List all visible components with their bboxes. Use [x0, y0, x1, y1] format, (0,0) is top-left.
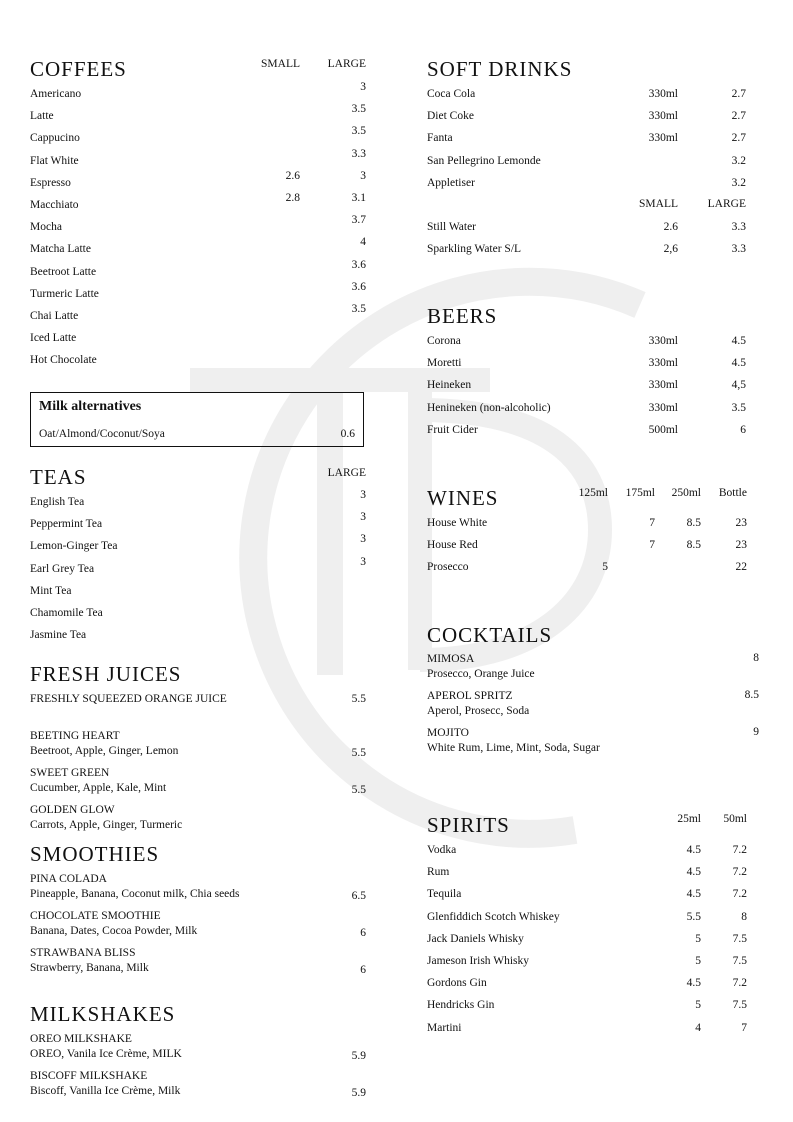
water-item-small-price: 2.6	[663, 221, 678, 233]
water-item-large-price: 3.3	[731, 221, 746, 233]
coffees-col-small: SMALL	[261, 58, 300, 70]
soft-drink-item-price: 2.7	[731, 132, 746, 145]
coffee-item-large-price: 4	[360, 236, 366, 249]
coffees-col-large: LARGE	[327, 58, 366, 70]
soft-drink-item-price: 3.2	[731, 154, 746, 167]
coffee-item-name: Espresso	[30, 176, 71, 189]
smoothie-item-name: STRAWBANA BLISS	[30, 947, 136, 959]
wine-item-250-price: 8.5	[686, 517, 701, 529]
cocktails-heading: COCKTAILS	[427, 623, 553, 647]
beer-item-size: 330ml	[648, 379, 678, 392]
wines-col-175: 175ml	[625, 487, 655, 499]
tea-item-large-price: 3	[360, 555, 366, 568]
soft-drink-item-price: 2.7	[731, 88, 746, 100]
cocktail-item-price: 8	[753, 652, 759, 664]
juice-item-desc: Cucumber, Apple, Kale, Mint	[30, 782, 167, 794]
coffee-item-large-price: 3	[360, 169, 366, 182]
coffee-item-large-price: 3.6	[351, 280, 366, 293]
soft-drinks-heading: SOFT DRINKS	[427, 57, 573, 81]
cocktail-item-price: 8.5	[744, 689, 759, 701]
juice-item-name: FRESHLY SQUEEZED ORANGE JUICE	[30, 693, 227, 705]
fresh-juices-heading: FRESH JUICES	[30, 662, 182, 686]
wine-item-125-price: 5	[602, 561, 608, 574]
juice-item-desc: Carrots, Apple, Ginger, Turmeric	[30, 819, 183, 831]
coffee-item-name: Hot Chocolate	[30, 354, 97, 367]
tea-item-large-price: 3	[360, 511, 366, 524]
smoothie-item-desc: Pineapple, Banana, Coconut milk, Chia seeds	[30, 888, 240, 900]
tea-item-name: Peppermint Tea	[30, 518, 103, 531]
milkshake-item-desc: OREO, Vanila Ice Crème, MILK	[30, 1048, 182, 1060]
spirit-item-name: Tequila	[427, 888, 462, 901]
spirit-item-50-price: 7.2	[732, 977, 747, 990]
tea-item-large-price: 3	[360, 489, 366, 501]
beer-item-price: 6	[740, 423, 746, 436]
milkshake-item-price: 5.9	[351, 1050, 366, 1062]
coffee-item-name: Americano	[30, 88, 82, 100]
spirits-col-25: 25ml	[677, 813, 701, 825]
tea-item-large-price: 3	[360, 533, 366, 546]
soft-drink-item-name: Appletiser	[427, 176, 475, 189]
water-col-small: SMALL	[639, 198, 678, 210]
soft-drink-item-name: Fanta	[427, 132, 453, 145]
spirit-item-50-price: 7.2	[732, 888, 747, 901]
coffee-item-name: Latte	[30, 110, 54, 123]
spirit-item-name: Vodka	[427, 844, 457, 856]
milk-alternatives-price: 0.6	[340, 428, 355, 440]
beer-item-size: 330ml	[648, 357, 678, 370]
teas-col-large: LARGE	[327, 467, 366, 479]
spirit-item-name: Rum	[427, 866, 450, 879]
milkshake-item-price: 5.9	[351, 1087, 366, 1099]
cocktail-item-name: MOJITO	[427, 727, 469, 739]
wine-item-175-price: 7	[649, 539, 655, 552]
beer-item-name: Henineken (non-alcoholic)	[427, 401, 551, 414]
soft-drink-item-price: 3.2	[731, 176, 746, 189]
spirit-item-name: Jack Daniels Whisky	[427, 932, 524, 945]
coffee-item-name: Macchiato	[30, 199, 79, 211]
wine-item-name: House White	[427, 517, 488, 529]
tea-item-name: Chamomile Tea	[30, 607, 103, 619]
juice-item-name: SWEET GREEN	[30, 767, 110, 779]
juice-item-price: 5.5	[351, 747, 366, 759]
wines-col-250: 250ml	[671, 487, 701, 499]
soft-drink-item-size: 330ml	[648, 88, 678, 100]
spirit-item-50-price: 7.5	[732, 955, 747, 967]
cocktail-item-desc: Aperol, Prosecc, Soda	[427, 705, 530, 717]
wines-col-bottle: Bottle	[718, 487, 747, 499]
soft-drink-item-price: 2.7	[731, 110, 746, 123]
wines-col-125: 125ml	[578, 487, 608, 499]
cocktail-item-name: APEROL SPRITZ	[427, 690, 513, 702]
water-item-large-price: 3.3	[731, 243, 746, 256]
coffee-item-name: Iced Latte	[30, 332, 77, 345]
milkshake-item-name: BISCOFF MILKSHAKE	[30, 1070, 148, 1082]
beers-heading: BEERS	[427, 304, 498, 328]
coffee-item-name: Cappucino	[30, 132, 80, 145]
spirit-item-25-price: 4.5	[686, 844, 701, 856]
coffee-item-name: Flat White	[30, 154, 79, 167]
milkshake-item-name: OREO MILKSHAKE	[30, 1033, 132, 1045]
spirit-item-25-price: 4.5	[686, 977, 701, 990]
milk-alternatives-title: Milk alternatives	[39, 399, 142, 414]
water-item-name: Sparkling Water S/L	[427, 243, 522, 256]
cocktail-item-desc: Prosecco, Orange Juice	[427, 668, 535, 680]
spirit-item-50-price: 7.5	[732, 932, 747, 945]
spirit-item-50-price: 8	[741, 910, 747, 923]
smoothies-heading: SMOOTHIES	[30, 842, 160, 866]
coffee-item-name: Turmeric Latte	[30, 287, 99, 300]
coffee-item-name: Beetroot Latte	[30, 265, 97, 278]
beer-item-size: 330ml	[648, 335, 678, 347]
wine-item-name: Prosecco	[427, 561, 469, 574]
beer-item-size: 500ml	[648, 423, 678, 436]
wine-item-name: House Red	[427, 539, 478, 552]
tea-item-name: English Tea	[30, 496, 85, 508]
spirits-heading: SPIRITS	[427, 813, 510, 837]
beer-item-price: 4,5	[731, 379, 746, 392]
coffee-item-small-price: 2.6	[285, 169, 300, 182]
tea-item-name: Mint Tea	[30, 584, 72, 597]
coffee-item-large-price: 3.1	[351, 192, 366, 204]
cocktail-item-desc: White Rum, Lime, Mint, Soda, Sugar	[427, 742, 600, 754]
milk-alternatives-item: Oat/Almond/Coconut/Soya	[39, 428, 165, 440]
coffees-heading: COFFEES	[30, 57, 127, 81]
coffee-item-large-price: 3.5	[351, 125, 366, 138]
tea-item-name: Lemon-Ginger Tea	[30, 540, 118, 553]
wine-item-bottle-price: 23	[735, 517, 747, 529]
soft-drink-item-size: 330ml	[648, 110, 678, 123]
beer-item-price: 4.5	[731, 357, 746, 370]
coffee-item-large-price: 3	[360, 81, 366, 93]
smoothie-item-price: 6	[360, 927, 366, 939]
smoothie-item-desc: Strawberry, Banana, Milk	[30, 962, 149, 974]
beer-item-name: Fruit Cider	[427, 423, 478, 436]
beer-item-name: Corona	[427, 335, 461, 347]
milkshake-item-desc: Biscoff, Vanilla Ice Crème, Milk	[30, 1085, 181, 1097]
beer-item-price: 4.5	[731, 335, 746, 347]
cocktail-item-name: MIMOSA	[427, 653, 475, 665]
spirit-item-name: Gordons Gin	[427, 977, 487, 990]
soft-drink-item-size: 330ml	[648, 132, 678, 145]
smoothie-item-price: 6.5	[351, 890, 366, 902]
soft-drink-item-name: San Pellegrino Lemonde	[427, 154, 541, 167]
milk-alternatives-box	[30, 392, 364, 447]
juice-item-desc: Beetroot, Apple, Ginger, Lemon	[30, 745, 179, 757]
spirit-item-name: Martini	[427, 1021, 462, 1034]
beer-item-price: 3.5	[731, 401, 746, 414]
wine-item-175-price: 7	[649, 517, 655, 529]
beer-item-name: Moretti	[427, 357, 462, 370]
spirit-item-25-price: 5	[695, 932, 701, 945]
wines-heading: WINES	[427, 486, 499, 510]
wine-item-bottle-price: 22	[735, 561, 747, 574]
wine-item-250-price: 8.5	[686, 539, 701, 552]
spirit-item-name: Jameson Irish Whisky	[427, 955, 530, 967]
coffee-item-name: Mocha	[30, 221, 62, 234]
spirit-item-25-price: 4.5	[686, 888, 701, 901]
water-item-name: Still Water	[427, 221, 477, 233]
spirit-item-25-price: 5	[695, 999, 701, 1012]
tea-item-name: Earl Grey Tea	[30, 562, 95, 575]
cocktail-item-price: 9	[753, 726, 759, 738]
soft-drink-item-name: Coca Cola	[427, 88, 476, 100]
spirit-item-25-price: 5	[695, 955, 701, 967]
spirit-item-25-price: 4	[695, 1021, 701, 1034]
coffee-item-large-price: 3.5	[351, 103, 366, 116]
coffee-item-name: Chai Latte	[30, 310, 79, 322]
coffee-item-large-price: 3.6	[351, 258, 366, 271]
coffee-item-large-price: 3.3	[351, 147, 366, 160]
smoothie-item-name: CHOCOLATE SMOOTHIE	[30, 910, 161, 922]
smoothie-item-name: PINA COLADA	[30, 873, 107, 885]
smoothie-item-desc: Banana, Dates, Cocoa Powder, Milk	[30, 925, 198, 937]
teas-heading: TEAS	[30, 465, 87, 489]
juice-item-name: BEETING HEART	[30, 730, 120, 742]
spirit-item-25-price: 5.5	[686, 910, 701, 923]
beer-item-name: Heineken	[427, 379, 472, 392]
juice-item-price: 5.5	[351, 693, 366, 705]
spirit-item-name: Hendricks Gin	[427, 999, 495, 1012]
spirits-col-50: 50ml	[723, 813, 747, 825]
milkshakes-heading: MILKSHAKES	[30, 1002, 176, 1026]
spirit-item-50-price: 7.2	[732, 844, 747, 856]
spirit-item-25-price: 4.5	[686, 866, 701, 879]
water-col-large: LARGE	[707, 198, 746, 210]
wine-item-bottle-price: 23	[735, 539, 747, 552]
juice-item-price: 5.5	[351, 784, 366, 796]
smoothie-item-price: 6	[360, 964, 366, 976]
soft-drink-item-name: Diet Coke	[427, 110, 474, 123]
coffee-item-small-price: 2.8	[285, 192, 300, 204]
spirit-item-name: Glenfiddich Scotch Whiskey	[427, 910, 560, 923]
coffee-item-name: Matcha Latte	[30, 243, 91, 256]
coffee-item-large-price: 3.5	[351, 303, 366, 315]
tea-item-name: Jasmine Tea	[30, 629, 87, 642]
coffee-item-large-price: 3.7	[351, 214, 366, 227]
spirit-item-50-price: 7.5	[732, 999, 747, 1012]
water-item-small-price: 2,6	[663, 243, 678, 256]
spirit-item-50-price: 7.2	[732, 866, 747, 879]
spirit-item-50-price: 7	[741, 1021, 747, 1034]
juice-item-name: GOLDEN GLOW	[30, 804, 115, 816]
beer-item-size: 330ml	[648, 401, 678, 414]
